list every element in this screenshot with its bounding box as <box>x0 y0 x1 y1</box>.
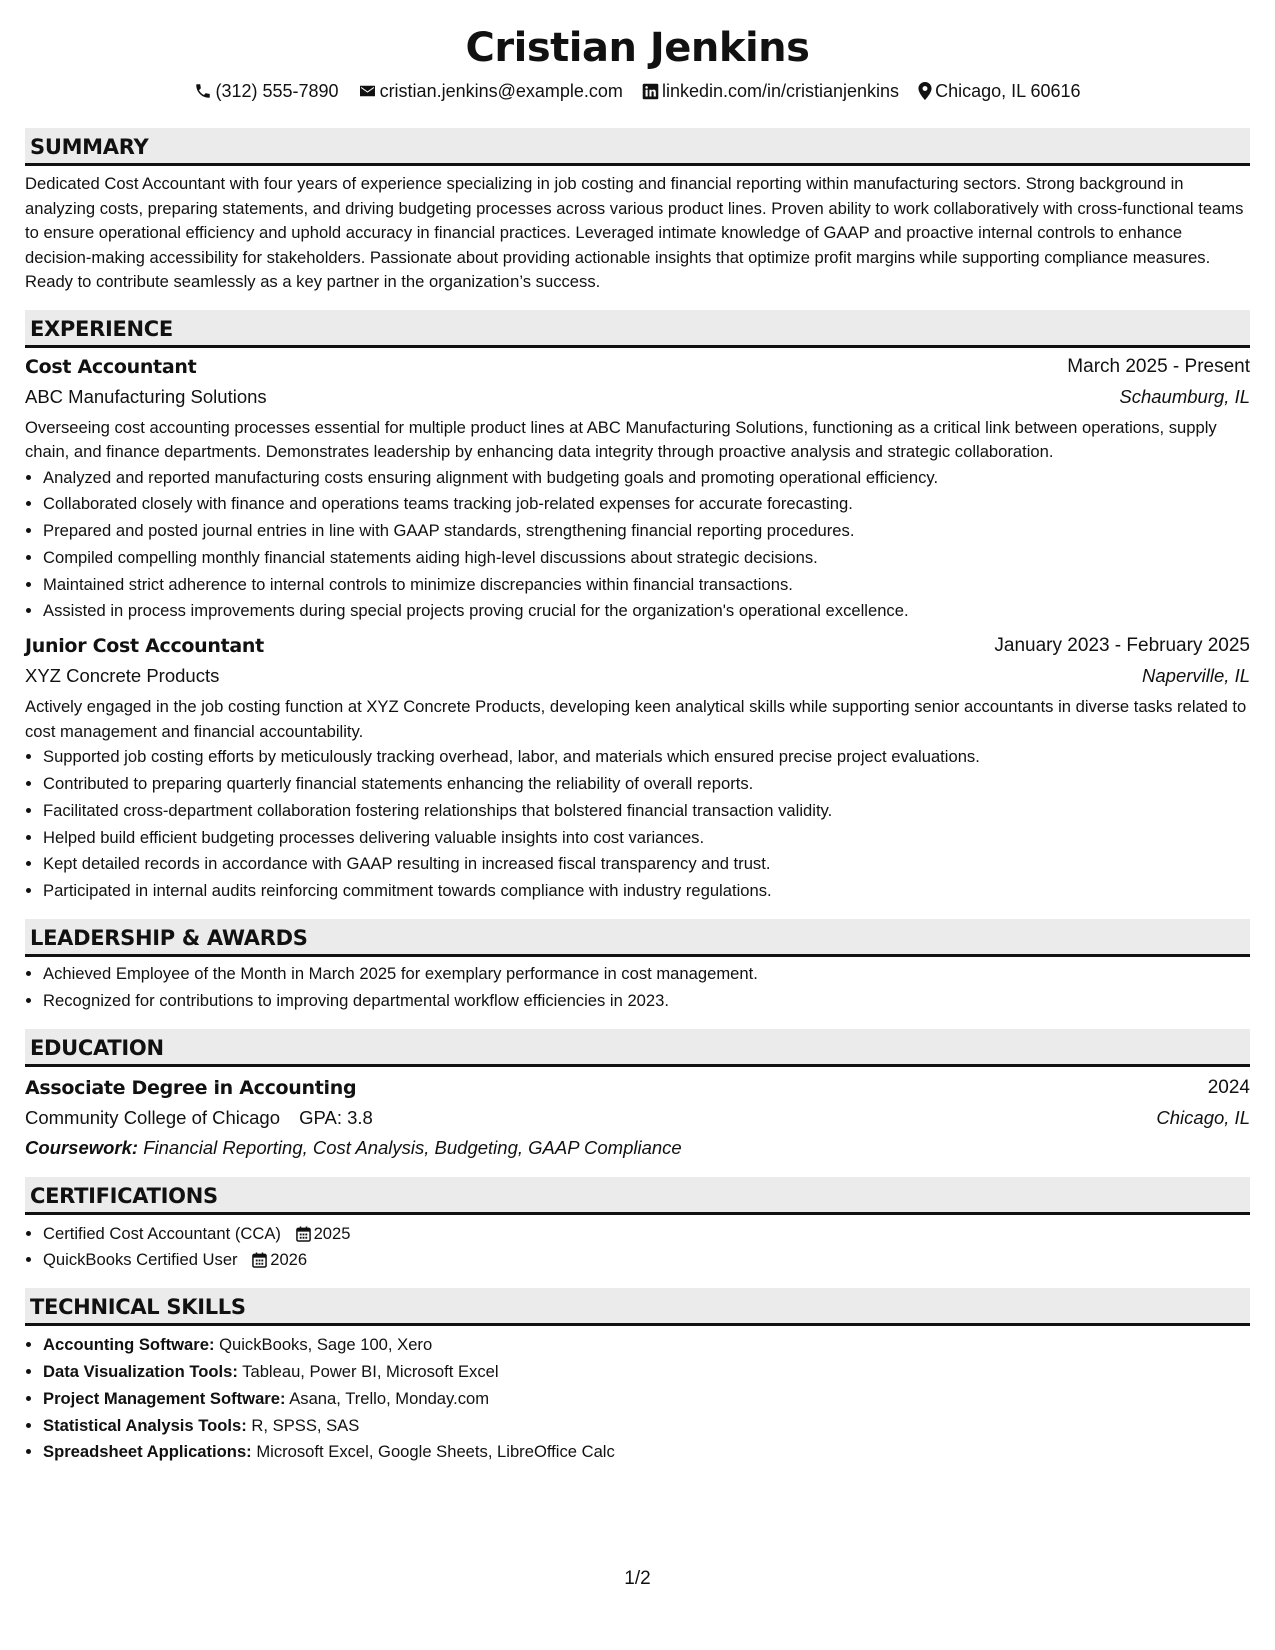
job-dates: January 2023 - February 2025 <box>994 635 1250 657</box>
section-header-technical-skills: TECHNICAL SKILLS <box>25 1288 1250 1326</box>
contact-email[interactable] <box>358 76 623 106</box>
gpa: GPA: 3.8 <box>299 1106 373 1128</box>
certifications-list <box>25 1221 1250 1275</box>
section-header-experience: EXPERIENCE <box>25 310 1250 348</box>
contact-location <box>918 76 1080 106</box>
section-header-certifications: CERTIFICATIONS <box>25 1177 1250 1215</box>
skill-label: Data Visualization Tools: <box>43 1362 238 1382</box>
list-item: • Helped build efficient budgeting processes delivering valuable insights into cost variances. <box>43 825 1250 852</box>
job-description: Actively engaged in the job costing function at XYZ Concrete Products, developing keen analytical skills while supporting senior accountants in diverse tasks related to cost management and financial accountability. <box>25 697 1247 741</box>
calendar-icon <box>252 1252 267 1268</box>
section-header-summary: SUMMARY <box>25 128 1250 166</box>
list-item: • Prepared and posted journal entries in line with GAAP standards, strengthening financial reporting procedures. <box>43 518 1250 545</box>
section-header-education: EDUCATION <box>25 1029 1250 1067</box>
list-item <box>43 1413 1250 1440</box>
page-number: 1/2 <box>624 1568 651 1589</box>
job-bullets <box>25 744 1250 905</box>
list-item <box>43 1332 1250 1359</box>
leadership-list <box>25 961 1250 1015</box>
coursework <box>25 1133 1250 1163</box>
contact-linkedin[interactable] <box>642 76 899 106</box>
degree-title: Associate Degree in Accounting <box>25 1076 357 1099</box>
list-item: • Compiled compelling monthly financial statements aiding high-level discussions about strategic decisions. <box>43 545 1250 572</box>
job-title: Junior Cost Accountant <box>25 635 264 658</box>
contact-bar <box>25 76 1250 106</box>
certification-name: Certified Cost Accountant (CCA) <box>43 1223 281 1243</box>
job-dates: March 2025 - Present <box>1067 355 1250 377</box>
certification-year: 2026 <box>270 1250 308 1270</box>
list-item: • Collaborated closely with finance and operations teams tracking job-related expenses for accurate forecasting. <box>43 491 1250 518</box>
map-pin-icon <box>918 82 932 100</box>
skill-value: QuickBooks, Sage 100, Xero <box>219 1335 433 1355</box>
certification-name: QuickBooks Certified User <box>43 1250 238 1270</box>
coursework-list: Financial Reporting, Cost Analysis, Budgeting, GAAP Compliance <box>143 1136 682 1158</box>
list-item: • Analyzed and reported manufacturing costs ensuring alignment with budgeting goals and promoting operational efficiency. <box>43 465 1250 492</box>
list-item <box>43 1247 1250 1274</box>
list-item <box>43 1359 1250 1386</box>
email-text: cristian.jenkins@example.com <box>379 81 623 101</box>
list-item <box>43 1386 1250 1413</box>
job-location: Schaumburg, IL <box>1119 385 1250 407</box>
location-text: Chicago, IL 60616 <box>935 81 1081 101</box>
job-entry <box>25 631 1250 905</box>
envelope-icon <box>358 82 377 100</box>
job-entry <box>25 352 1250 626</box>
list-item: • Facilitated cross-department collaboration fostering relationships that bolstered financial transaction validity. <box>43 798 1250 825</box>
school-location: Chicago, IL <box>1156 1106 1250 1128</box>
list-item: • Supported job costing efforts by meticulously tracking overhead, labor, and materials which ensured precise project evaluations. <box>43 744 1250 771</box>
job-company: ABC Manufacturing Solutions <box>25 385 267 407</box>
school-name: Community College of Chicago <box>25 1106 281 1128</box>
list-item <box>43 1221 1250 1248</box>
job-title: Cost Accountant <box>25 355 197 378</box>
list-item: • Achieved Employee of the Month in March 2025 for exemplary performance in cost management. <box>43 961 1250 988</box>
summary-text: Dedicated Cost Accountant with four years of experience specializing in job costing and financial reporting within manufacturing sectors. Strong background in analyzing costs, preparing statements, and driving budgeting processes across various product lines. Proven ability to work collaboratively with cross-functional teams to ensure operational efficiency and uphold accuracy in financial practices. Leveraged intimate knowledge of GAAP and proactive internal controls to enhance decision-making accessibility for stakeholders. Passionate about providing actionable insights that optimize profit margins while supporting compliance measures. Ready to contribute seamlessly as a key partner in the organization’s success. <box>25 174 1244 291</box>
candidate-name: Cristian Jenkins <box>465 25 810 71</box>
list-item: • Kept detailed records in accordance with GAAP resulting in increased fiscal transparency and trust. <box>43 851 1250 878</box>
phone-icon <box>194 82 212 100</box>
list-item: • Recognized for contributions to improving departmental workflow efficiencies in 2023. <box>43 988 1250 1015</box>
list-item: • Contributed to preparing quarterly financial statements enhancing the reliability of overall reports. <box>43 771 1250 798</box>
job-location: Naperville, IL <box>1142 665 1250 687</box>
job-bullets <box>25 465 1250 626</box>
skill-value: Tableau, Power BI, Microsoft Excel <box>242 1362 499 1382</box>
job-description: Overseeing cost accounting processes essential for multiple product lines at ABC Manufacturing Solutions, functioning as a critical link between operations, supply chain, and finance departments. Demonstrates leadership by enhancing data integrity through proactive analysis and strategic collaboration. <box>25 417 1217 461</box>
skill-label: Project Management Software: <box>43 1388 286 1408</box>
contact-phone <box>194 76 338 106</box>
skill-value: Asana, Trello, Monday.com <box>289 1388 490 1408</box>
certification-year: 2025 <box>313 1223 351 1243</box>
skill-label: Statistical Analysis Tools: <box>43 1415 247 1435</box>
skill-label: Accounting Software: <box>43 1335 215 1355</box>
list-item: • Participated in internal audits reinforcing commitment towards compliance with industry regulations. <box>43 878 1250 905</box>
list-item: • Assisted in process improvements during special projects proving crucial for the organization's operational excellence. <box>43 598 1250 625</box>
linkedin-text: linkedin.com/in/cristianjenkins <box>661 81 900 101</box>
skills-list <box>25 1332 1250 1466</box>
resume-page <box>25 0 1250 1466</box>
list-item: • Maintained strict adherence to internal controls to minimize discrepancies within financial transactions. <box>43 572 1250 599</box>
linkedin-icon <box>642 83 659 100</box>
list-item <box>43 1439 1250 1466</box>
skill-label: Spreadsheet Applications: <box>43 1442 252 1462</box>
skill-value: Microsoft Excel, Google Sheets, LibreOffice Calc <box>256 1442 615 1462</box>
coursework-label: Coursework: <box>25 1136 139 1158</box>
section-header-leadership: LEADERSHIP & AWARDS <box>25 919 1250 957</box>
skill-value: R, SPSS, SAS <box>251 1415 360 1435</box>
phone-text: (312) 555-7890 <box>215 81 339 101</box>
job-company: XYZ Concrete Products <box>25 665 220 687</box>
calendar-icon <box>296 1226 311 1242</box>
degree-year: 2024 <box>1207 1076 1250 1098</box>
